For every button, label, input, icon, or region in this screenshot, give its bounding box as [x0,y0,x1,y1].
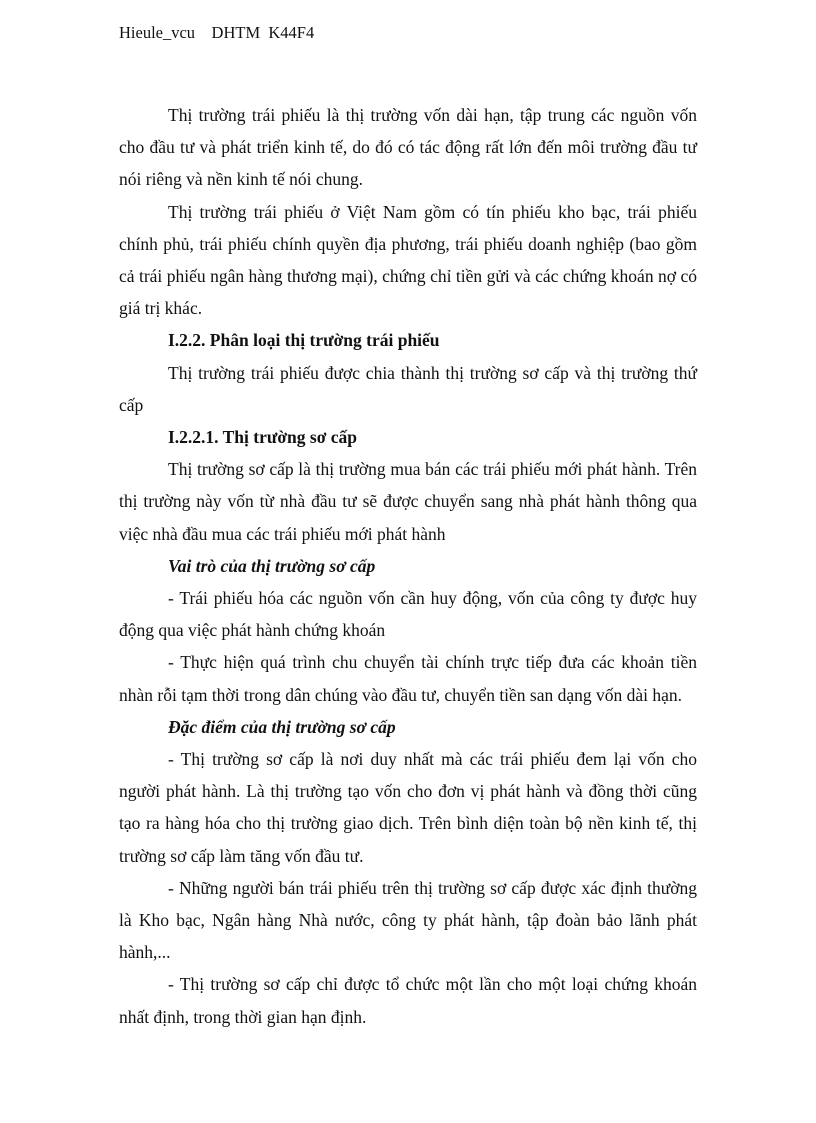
paragraph-primary-market-definition: Thị trường sơ cấp là thị trường mua bán các trái phiếu mới phát hành. Trên thị trường này vốn từ nhà đầu tư sẽ được chuyển sang nhà phát hành thông qua việc nhà đầu mua các trái phiếu mới phát hành [119,459,697,544]
paragraph-vietnam-bond-types: Thị trường trái phiếu ở Việt Nam gồm có tín phiếu kho bạc, trái phiếu chính phủ, trái phiếu chính quyền địa phương, trái phiếu doanh nghiệp (bao gồm cả trái phiếu ngân hàng thương mại), chứng chỉ tiền gửi và các chứng khoán nợ có giá trị khác. [119,201,697,319]
bullet-characteristic-3: - Thị trường sơ cấp chỉ được tổ chức một lần cho một loại chứng khoán nhất định, trong thời gian hạn định. [119,974,697,1027]
paragraph-bond-market-intro: Thị trường trái phiếu là thị trường vốn dài hạn, tập trung các nguồn vốn cho đầu tư và phát triển kinh tế, do đó có tác động rất lớn đến môi trường đầu tư nói riêng và nền kinh tế nói chung. [119,105,697,190]
bullet-role-2: - Thực hiện quá trình chu chuyển tài chính trực tiếp đưa các khoản tiền nhàn rỗi tạm thời trong dân chúng vào đầu tư, chuyển tiền san dạng vốn dài hạn. [119,652,697,705]
section-heading-primary-market: I.2.2.1. Thị trường sơ cấp [168,427,358,448]
bullet-characteristic-1: - Thị trường sơ cấp là nơi duy nhất mà các trái phiếu đem lại vốn cho người phát hành. Là thị trường tạo vốn cho đơn vị phát hành và đồng thời cũng tạo ra hàng hóa cho thị trường giao dịch. Trên bình diện toàn bộ nền kinh tế, thị trường sơ cấp làm tăng vốn đầu tư. [119,749,697,866]
paragraph-classification: Thị trường trái phiếu được chia thành thị trường sơ cấp và thị trường thứ cấp [119,362,697,415]
subheading-role: Vai trò của thị trường sơ cấp [168,555,376,576]
document-body [119,99,697,1033]
section-heading-classification: I.2.2. Phân loại thị trường trái phiếu [168,330,440,351]
bullet-characteristic-2: - Những người bán trái phiếu trên thị trường sơ cấp được xác định thường là Kho bạc, Ngân hàng Nhà nước, công ty phát hành, tập đoàn bảo lãnh phát hành,... [119,877,697,963]
bullet-role-1: - Trái phiếu hóa các nguồn vốn cần huy động, vốn của công ty được huy động qua việc phát hành chứng khoán [119,588,697,641]
subheading-characteristics: Đặc điểm của thị trường sơ cấp [168,716,396,737]
page-header: Hieule_vcu DHTM K44F4 [119,23,315,42]
